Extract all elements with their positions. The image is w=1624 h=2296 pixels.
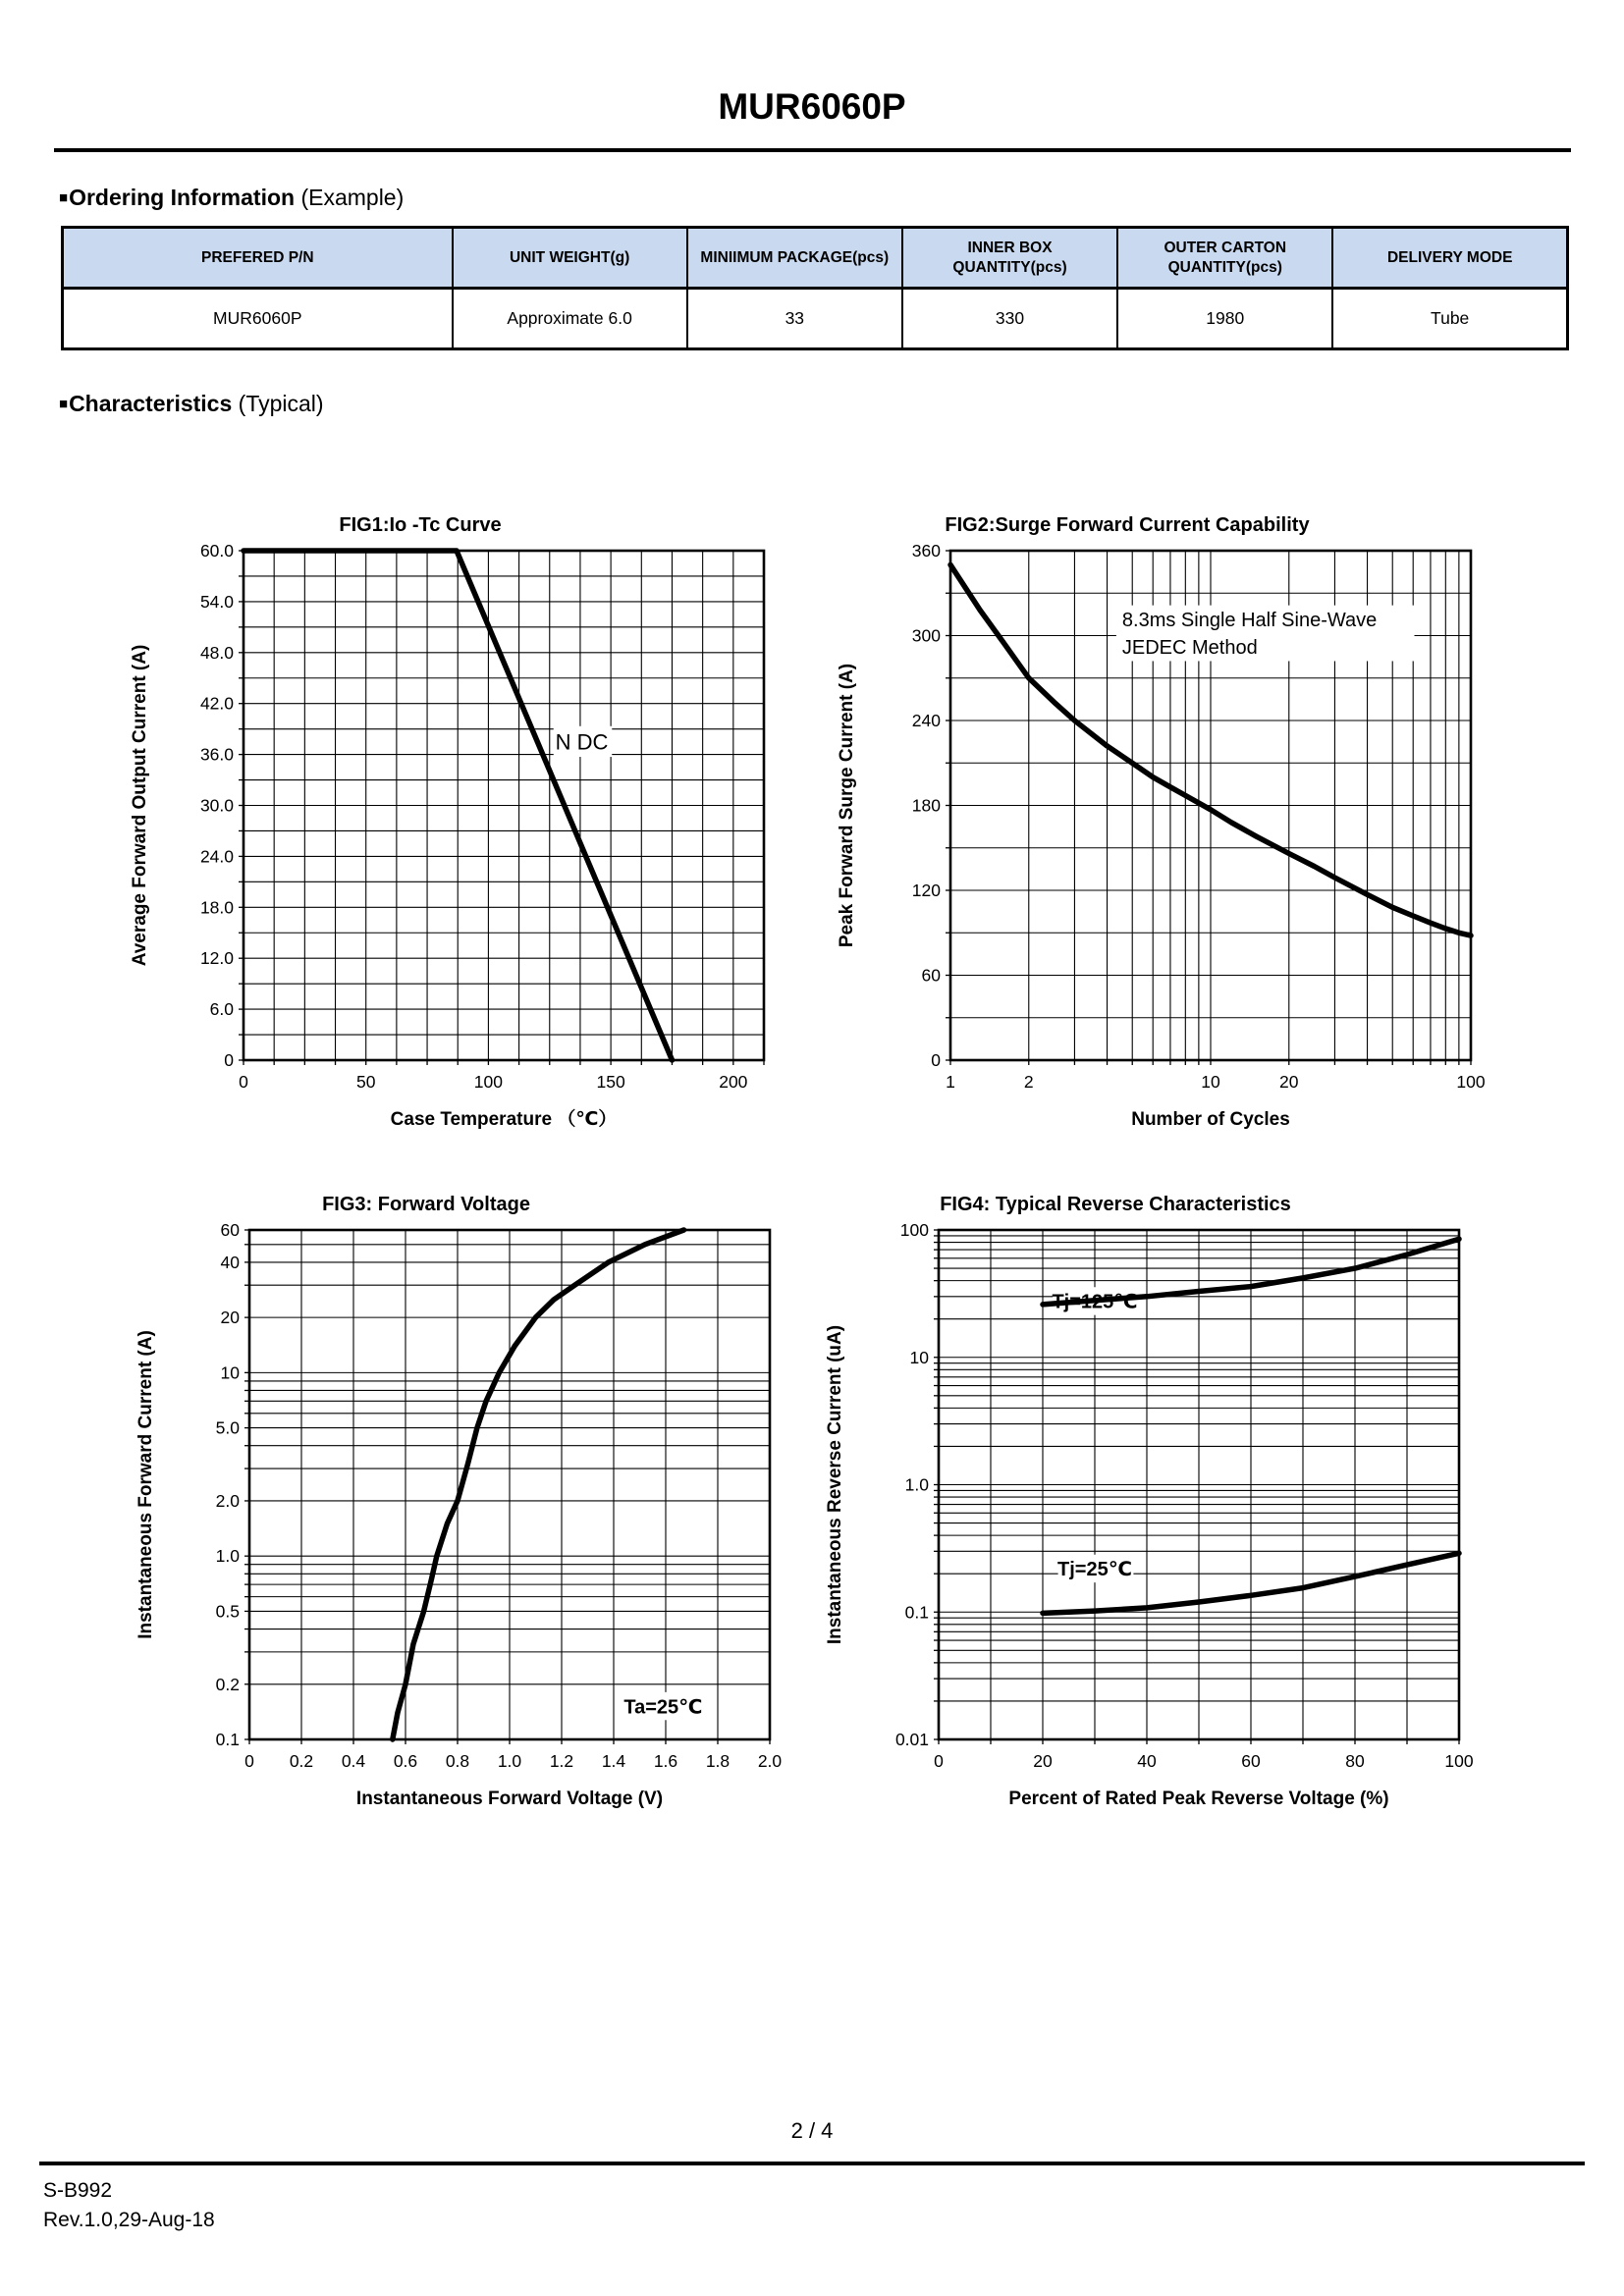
revision-date: Rev.1.0,29-Aug-18 [43, 2209, 215, 2231]
svg-text:24.0: 24.0 [199, 846, 234, 867]
fig2-surge-current-chart [823, 505, 1500, 1148]
svg-text:48.0: 48.0 [199, 642, 234, 663]
svg-text:30.0: 30.0 [199, 795, 234, 816]
col-header-unit-weight: UNIT WEIGHT(g) [453, 228, 687, 289]
characteristics-heading-text: Characteristics [69, 391, 233, 416]
svg-text:0.8: 0.8 [445, 1751, 470, 1771]
svg-text:2.0: 2.0 [757, 1751, 783, 1771]
svg-text:80: 80 [1345, 1751, 1365, 1771]
svg-text:20: 20 [1279, 1072, 1299, 1092]
svg-text:1: 1 [946, 1072, 955, 1092]
svg-text:100: 100 [1444, 1751, 1474, 1771]
svg-text:0.2: 0.2 [215, 1674, 240, 1694]
svg-text:42.0: 42.0 [199, 693, 234, 714]
ordering-table [61, 226, 1569, 350]
fig1-svg [116, 505, 793, 1148]
svg-text:Ta=25℃: Ta=25℃ [623, 1696, 703, 1719]
svg-text:54.0: 54.0 [199, 591, 234, 612]
ordering-heading-text: Ordering Information [69, 185, 296, 210]
svg-text:10: 10 [909, 1347, 929, 1367]
col-header-delivery-mode: DELIVERY MODE [1332, 228, 1567, 289]
svg-text:0.1: 0.1 [904, 1602, 929, 1623]
svg-text:0: 0 [931, 1050, 941, 1070]
svg-text:200: 200 [719, 1072, 748, 1092]
svg-text:60.0: 60.0 [199, 541, 234, 561]
svg-text:60: 60 [220, 1220, 240, 1240]
svg-text:360: 360 [911, 541, 941, 561]
fig4-x-axis-label: Percent of Rated Peak Reverse Voltage (%) [1008, 1789, 1389, 1809]
fig2-x-axis-label: Number of Cycles [1131, 1109, 1290, 1130]
header-rule [54, 148, 1571, 152]
svg-text:0.4: 0.4 [341, 1751, 366, 1771]
cell-delivery-mode: Tube [1332, 289, 1567, 349]
fig1-io-tc-curve-chart [116, 505, 793, 1148]
svg-text:0.2: 0.2 [289, 1751, 314, 1771]
cell-outer-carton: 1980 [1117, 289, 1332, 349]
svg-text:1.2: 1.2 [549, 1751, 574, 1771]
page-number: 2 / 4 [790, 2118, 834, 2143]
svg-text:10: 10 [220, 1362, 240, 1383]
svg-text:100: 100 [899, 1220, 929, 1240]
footer-rule [39, 2162, 1585, 2165]
svg-text:240: 240 [911, 711, 941, 730]
table-header-row [63, 228, 1568, 289]
svg-text:Tj=125℃: Tj=125℃ [1052, 1291, 1138, 1313]
svg-text:0: 0 [239, 1072, 248, 1092]
svg-text:120: 120 [911, 881, 941, 900]
svg-text:8.3ms Single Half Sine-Wave: 8.3ms Single Half Sine-Wave [1121, 610, 1378, 632]
fig1-x-axis-label: Case Temperature （℃） [390, 1109, 618, 1130]
svg-text:20: 20 [1033, 1751, 1053, 1771]
svg-text:1.4: 1.4 [601, 1751, 626, 1771]
svg-text:50: 50 [355, 1072, 376, 1092]
characteristics-section-heading [59, 391, 324, 417]
fig3-y-axis-label: Instantaneous Forward Current (A) [135, 1330, 156, 1639]
svg-text:1.0: 1.0 [497, 1751, 522, 1771]
col-header-inner-box: INNER BOX QUANTITY(pcs) [902, 228, 1117, 289]
table-row [63, 289, 1568, 349]
fig1-y-axis-label: Average Forward Output Current (A) [130, 644, 150, 967]
svg-text:180: 180 [911, 795, 941, 816]
cell-min-package: 33 [687, 289, 902, 349]
square-bullet-icon: ■ [59, 396, 69, 412]
svg-text:100: 100 [473, 1072, 504, 1092]
fig3-x-axis-label: Instantaneous Forward Voltage (V) [355, 1789, 664, 1809]
col-header-outer-carton: OUTER CARTON QUANTITY(pcs) [1117, 228, 1332, 289]
svg-text:18.0: 18.0 [199, 897, 234, 918]
fig4-title: FIG4: Typical Reverse Characteristics [940, 1194, 1291, 1215]
fig3-svg [122, 1184, 799, 1827]
svg-text:12.0: 12.0 [199, 948, 234, 969]
characteristics-heading-suffix: (Typical) [232, 391, 324, 416]
svg-text:0: 0 [244, 1751, 254, 1771]
svg-text:0.01: 0.01 [894, 1730, 929, 1749]
svg-text:0.6: 0.6 [393, 1751, 418, 1771]
fig3-series [393, 1230, 684, 1739]
fig4-reverse-characteristics-chart [811, 1184, 1489, 1827]
fig4-y-axis-label: Instantaneous Reverse Current (uA) [825, 1324, 845, 1645]
svg-text:N DC: N DC [555, 729, 609, 755]
svg-text:150: 150 [596, 1072, 625, 1092]
svg-text:0: 0 [224, 1050, 234, 1070]
cell-inner-box: 330 [902, 289, 1117, 349]
svg-text:100: 100 [1456, 1072, 1486, 1092]
cell-part-number: MUR6060P [63, 289, 453, 349]
fig1-title: FIG1:Io -Tc Curve [339, 514, 502, 536]
cell-unit-weight: Approximate 6.0 [453, 289, 687, 349]
svg-text:Tj=25℃: Tj=25℃ [1057, 1559, 1132, 1581]
fig3-title: FIG3: Forward Voltage [322, 1194, 530, 1215]
col-header-prefered-pn: PREFERED P/N [63, 228, 453, 289]
svg-text:2.0: 2.0 [215, 1490, 240, 1511]
svg-text:JEDEC Method: JEDEC Method [1121, 637, 1258, 660]
svg-text:5.0: 5.0 [215, 1417, 240, 1438]
svg-text:6.0: 6.0 [209, 999, 234, 1020]
svg-text:0.1: 0.1 [215, 1730, 240, 1749]
svg-text:0.5: 0.5 [215, 1601, 240, 1622]
svg-text:10: 10 [1201, 1072, 1220, 1092]
svg-text:40: 40 [220, 1252, 240, 1272]
fig2-svg [823, 505, 1500, 1148]
fig3-forward-voltage-chart [122, 1184, 799, 1827]
svg-text:2: 2 [1023, 1072, 1034, 1092]
svg-text:1.8: 1.8 [705, 1751, 731, 1771]
svg-text:1.6: 1.6 [653, 1751, 678, 1771]
col-header-min-package: MINIIMUM PACKAGE(pcs) [687, 228, 902, 289]
square-bullet-icon: ■ [59, 189, 69, 206]
fig2-y-axis-label: Peak Forward Surge Current (A) [837, 663, 857, 948]
svg-text:60: 60 [1241, 1751, 1261, 1771]
svg-text:0: 0 [934, 1751, 944, 1771]
fig4-svg [811, 1184, 1489, 1827]
svg-text:40: 40 [1137, 1751, 1157, 1771]
svg-text:1.0: 1.0 [215, 1546, 240, 1567]
svg-text:60: 60 [921, 965, 941, 986]
page-title: MUR6060P [718, 86, 906, 127]
document-number: S-B992 [43, 2179, 113, 2202]
svg-text:20: 20 [220, 1308, 240, 1328]
ordering-section-heading [59, 185, 404, 211]
svg-text:300: 300 [911, 625, 941, 646]
svg-text:36.0: 36.0 [199, 744, 234, 765]
fig2-title: FIG2:Surge Forward Current Capability [945, 514, 1310, 536]
ordering-heading-suffix: (Example) [295, 185, 405, 210]
svg-text:1.0: 1.0 [904, 1474, 929, 1495]
